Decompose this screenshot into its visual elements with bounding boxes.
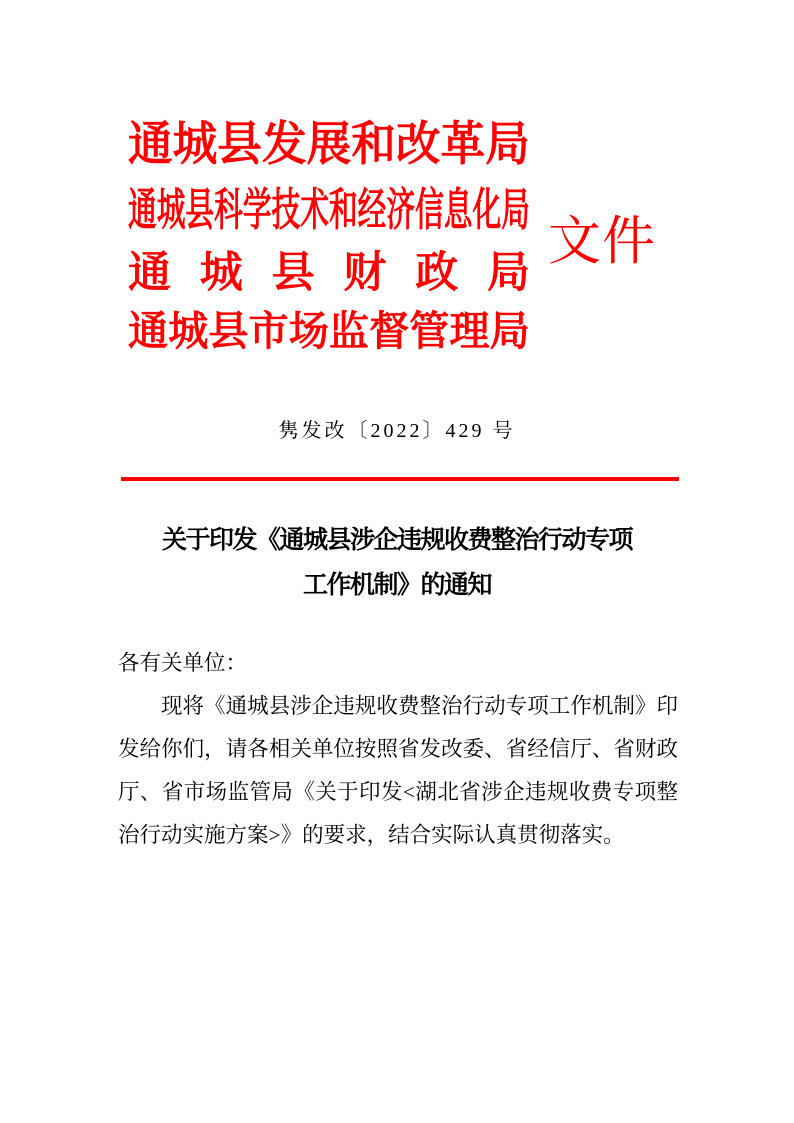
salutation: 各有关单位：	[118, 651, 248, 675]
file-suffix-label: 文件	[548, 212, 656, 271]
document-title	[0, 518, 794, 608]
agency-name-development-reform: 通城县发展和改革局	[128, 119, 530, 171]
agency-name-finance: 通城县财政局	[128, 250, 530, 297]
document-title-line-1: 关于印发《通城县涉企违规收费整治行动专项	[161, 527, 632, 554]
agency-name-science-tech-economy: 通城县科学技术和经济信息化局	[128, 185, 530, 235]
body-paragraph: 现将《通城县涉企违规收费整治行动专项工作机制》印发给你们，请各相关单位按照省发改委、省经信厅、省财政厅、省市场监管局《关于印发<湖北省涉企违规收费专项整治行动实施方案>》的要求，结合实际认真贯彻落实。	[118, 694, 678, 847]
document-title-line-2: 工作机制》的通知	[302, 572, 491, 599]
red-separator-rule	[121, 477, 679, 481]
document-body	[118, 642, 678, 857]
reference-number: 隽发改〔2022〕429 号	[278, 420, 516, 442]
agency-name-market-supervision: 通城县市场监督管理局	[128, 308, 530, 354]
